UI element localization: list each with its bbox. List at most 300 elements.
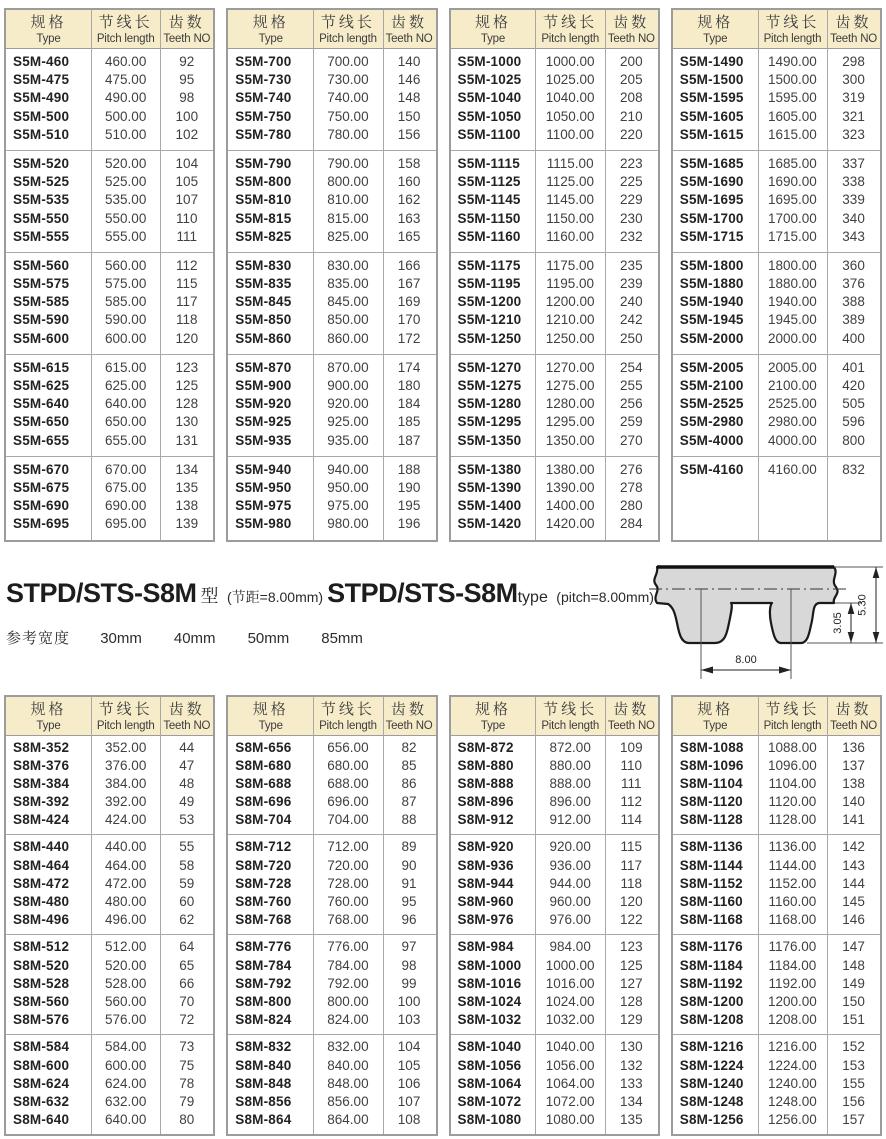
teeth-cell: 127 (620, 975, 643, 991)
pitch-length-cell: 880.00 (549, 757, 591, 773)
type-cell: S8M-784 (235, 957, 292, 973)
table-header (673, 697, 880, 736)
type-cell: S8M-656 (235, 739, 292, 755)
type-cell: S8M-912 (457, 812, 514, 828)
table-row (673, 838, 880, 856)
pitch-length-cell: 712.00 (327, 839, 369, 855)
row-group (228, 935, 435, 1035)
row-group (451, 151, 658, 253)
pitch-length-cell: 825.00 (327, 228, 369, 244)
pitch-length-cell: 4160.00 (768, 461, 817, 477)
type-cell: S8M-1024 (457, 993, 522, 1009)
arrow-down-icon (848, 632, 855, 643)
teeth-cell: 145 (842, 894, 865, 909)
type-cell: S5M-1380 (457, 461, 522, 477)
type-cell: S8M-848 (235, 1075, 292, 1091)
header-label-en: Teeth NO (607, 33, 655, 45)
pitch-length-cell: 550.00 (105, 210, 147, 226)
pitch-length-cell: 1115.00 (546, 155, 594, 171)
teeth-cell: 276 (620, 461, 643, 477)
type-cell: S5M-1800 (679, 257, 744, 273)
table-row (451, 1075, 658, 1093)
table-row (228, 275, 435, 293)
table-row (673, 377, 880, 395)
type-cell: S5M-555 (13, 228, 70, 244)
pitch-length-cell: 590.00 (105, 312, 147, 328)
teeth-cell: 319 (842, 90, 865, 106)
teeth-cell: 147 (842, 939, 865, 955)
table-row (673, 126, 880, 144)
pitch-length-cell: 2525.00 (768, 396, 817, 412)
table-row (451, 108, 658, 126)
header-cell (6, 700, 91, 733)
header-label-zh: 齿数 (168, 700, 205, 718)
pitch-length-cell: 824.00 (327, 1012, 369, 1028)
table-row (451, 938, 658, 956)
type-cell: S5M-1940 (679, 294, 744, 310)
pitch-length-cell: 1700.00 (768, 210, 817, 226)
teeth-cell: 99 (401, 975, 417, 991)
table-row (6, 275, 213, 293)
pitch-length-cell: 1400.00 (545, 498, 595, 514)
table-row (451, 838, 658, 856)
type-cell: S8M-832 (235, 1039, 292, 1055)
table-row (228, 975, 435, 993)
pitch-length-cell: 584.00 (105, 1039, 147, 1055)
table-row (6, 1057, 213, 1075)
teeth-cell: 172 (397, 330, 421, 346)
type-cell: S5M-510 (13, 126, 70, 142)
table-row (228, 893, 435, 911)
row-group (451, 355, 658, 457)
table-body (451, 49, 658, 540)
type-cell: S5M-1500 (679, 72, 744, 88)
pitch-length-cell: 690.00 (105, 498, 147, 514)
pitch-length-cell: 695.00 (105, 516, 147, 532)
type-cell: S5M-1615 (679, 126, 744, 142)
pitch-length-cell: 980.00 (327, 516, 369, 532)
teeth-cell: 148 (842, 957, 865, 973)
arrow-left-icon (701, 666, 713, 673)
teeth-cell: 230 (620, 210, 643, 226)
type-cell: S5M-535 (13, 192, 70, 208)
teeth-cell: 130 (620, 1039, 643, 1055)
header-label-zh: 节线长 (320, 14, 375, 31)
table-row (6, 1038, 213, 1056)
pitch-length-cell: 535.00 (105, 192, 147, 208)
type-cell: S5M-625 (13, 378, 70, 393)
pitch-length-cell: 512.00 (105, 939, 147, 955)
table-row (451, 275, 658, 293)
type-cell: S5M-575 (13, 276, 70, 292)
table-row (451, 461, 658, 479)
row-group (228, 736, 435, 836)
pitch-length-cell: 1195.00 (546, 276, 595, 292)
type-cell: S8M-936 (457, 857, 514, 873)
table-row (228, 228, 435, 246)
teeth-cell: 180 (397, 378, 421, 393)
teeth-cell: 139 (175, 516, 199, 532)
teeth-cell: 143 (842, 857, 865, 873)
pitch-length-cell: 720.00 (327, 857, 369, 873)
pitch-length-cell: 840.00 (327, 1057, 369, 1073)
teeth-cell: 155 (842, 1075, 865, 1091)
table-row (673, 1038, 880, 1056)
pitch-length-cell: 1120.00 (768, 794, 817, 810)
type-cell: S8M-464 (13, 857, 70, 873)
type-cell: S5M-640 (13, 396, 70, 412)
pitch-length-cell: 864.00 (327, 1112, 369, 1128)
type-cell: S5M-475 (13, 72, 70, 88)
type-cell: S5M-1200 (457, 294, 522, 310)
table-row (451, 875, 658, 893)
type-cell: S8M-1256 (679, 1112, 744, 1128)
pitch-length-cell: 1295.00 (545, 414, 595, 430)
table-row (673, 293, 880, 311)
header-label-en: Type (703, 719, 728, 732)
pitch-length-cell: 1208.00 (768, 1012, 817, 1028)
teeth-cell: 80 (179, 1112, 195, 1128)
header-cell (605, 13, 658, 46)
table-row (228, 757, 435, 775)
pitch-length-cell: 1248.00 (768, 1093, 817, 1109)
pitch-length-cell: 1025.00 (545, 72, 595, 88)
header-label-zh: 节线长 (543, 700, 598, 718)
row-group (451, 253, 658, 355)
header-cell (758, 700, 827, 733)
table-row (6, 191, 213, 209)
column-divider (605, 697, 606, 1135)
table-row (451, 793, 658, 811)
header-cell (313, 700, 382, 733)
teeth-cell: 232 (620, 228, 643, 244)
row-group (673, 935, 880, 1035)
teeth-cell: 96 (401, 912, 417, 928)
pitch-length-cell: 1175.00 (546, 257, 595, 273)
teeth-cell: 163 (397, 210, 421, 226)
table-header (228, 10, 435, 49)
pitch-length-cell: 640.00 (105, 396, 147, 412)
teeth-cell: 73 (179, 1039, 195, 1055)
teeth-cell: 400 (842, 330, 865, 346)
teeth-cell: 138 (842, 775, 865, 791)
header-label-en: Pitch length (763, 719, 822, 732)
pitch-length-cell: 1200.00 (545, 294, 595, 310)
type-cell: S8M-768 (235, 912, 292, 928)
type-cell: S5M-1270 (457, 359, 522, 375)
type-cell: S5M-500 (13, 108, 70, 124)
header-cell (605, 700, 658, 733)
type-cell: S8M-776 (235, 939, 292, 955)
type-cell: S5M-1605 (679, 108, 744, 124)
column-divider (758, 697, 759, 1135)
series-type-zh: 型 (200, 585, 219, 606)
type-cell: S8M-728 (235, 875, 292, 891)
teeth-cell: 59 (179, 875, 195, 891)
header-label-en: Type (480, 33, 506, 45)
table-row (228, 461, 435, 479)
teeth-cell: 338 (842, 174, 865, 190)
type-cell: S5M-2000 (679, 330, 744, 346)
table-row (673, 311, 880, 329)
teeth-cell: 65 (179, 957, 195, 973)
teeth-cell: 195 (397, 498, 421, 514)
teeth-cell: 79 (179, 1093, 195, 1109)
pitch-length-cell: 1000.00 (545, 957, 595, 973)
header-label-zh: 规格 (30, 14, 67, 31)
pitch-length-cell: 760.00 (327, 894, 369, 909)
type-cell: S8M-1168 (679, 912, 743, 928)
pitch-length-cell: 1615.00 (768, 126, 817, 142)
column-divider (383, 10, 384, 540)
table-row (6, 893, 213, 911)
teeth-cell: 106 (397, 1075, 421, 1091)
header-label-zh: 节线长 (765, 14, 820, 31)
pitch-length-cell: 496.00 (105, 912, 147, 928)
pitch-length-cell: 585.00 (105, 294, 147, 310)
table-row (673, 395, 880, 413)
type-cell: S8M-1000 (457, 957, 522, 973)
type-cell: S8M-520 (13, 957, 70, 973)
table-row (451, 126, 658, 144)
type-cell: S8M-872 (457, 739, 514, 755)
pitch-length-cell: 1100.00 (546, 126, 595, 142)
type-cell: S5M-1400 (457, 498, 522, 514)
pitch-length-cell: 688.00 (327, 775, 369, 791)
table-row (451, 311, 658, 329)
pitch-length-cell: 1350.00 (545, 432, 595, 448)
header-label-en: Type (258, 33, 283, 45)
teeth-cell: 134 (175, 461, 199, 477)
pitch-length-cell: 1150.00 (546, 210, 595, 226)
table-body (673, 49, 880, 540)
pitch-length-cell: 1192.00 (768, 975, 817, 991)
type-cell: S5M-600 (13, 330, 70, 346)
type-cell: S8M-1224 (679, 1057, 744, 1073)
pitch-length-cell: 810.00 (327, 192, 369, 208)
row-group (673, 151, 880, 253)
type-cell: S8M-1072 (457, 1093, 522, 1109)
type-cell: S5M-870 (235, 359, 292, 375)
type-cell: S5M-2980 (679, 414, 744, 430)
teeth-cell: 118 (620, 875, 643, 891)
table-header (451, 10, 658, 49)
type-cell: S8M-896 (457, 794, 514, 810)
pitch-length-cell: 632.00 (105, 1093, 147, 1109)
column-divider (827, 697, 828, 1135)
header-cell (383, 700, 436, 733)
pitch-length-cell: 920.00 (327, 396, 369, 412)
header-cell (383, 13, 436, 46)
table-row (673, 359, 880, 377)
teeth-cell: 95 (401, 894, 417, 909)
teeth-cell: 162 (397, 192, 421, 208)
header-cell (160, 13, 213, 46)
table-row (673, 857, 880, 875)
spec-table (449, 695, 660, 1137)
type-cell: S5M-4000 (679, 432, 744, 448)
teeth-cell: 205 (620, 72, 643, 88)
header-cell (535, 700, 604, 733)
column-divider (605, 10, 606, 540)
header-cell (160, 700, 213, 733)
pitch-length-cell: 845.00 (327, 294, 369, 310)
type-cell: S8M-1136 (679, 839, 743, 855)
teeth-cell: 62 (179, 912, 195, 928)
type-cell: S5M-1700 (679, 210, 744, 226)
pitch-length-cell: 1080.00 (545, 1112, 595, 1128)
pitch-length-cell: 1420.00 (545, 516, 595, 532)
type-cell: S5M-1295 (457, 414, 522, 430)
teeth-cell: 146 (842, 912, 865, 928)
table-row (451, 515, 658, 533)
spec-table (226, 8, 437, 542)
table-row (451, 173, 658, 191)
header-label-zh: 规格 (697, 14, 734, 31)
teeth-cell: 420 (842, 378, 865, 393)
pitch-length-cell: 424.00 (105, 812, 147, 828)
table-row (673, 330, 880, 348)
teeth-cell: 239 (620, 276, 643, 292)
row-group (673, 457, 880, 485)
table-header (6, 697, 213, 736)
teeth-cell: 115 (620, 839, 643, 855)
teeth-cell: 100 (175, 108, 199, 124)
type-cell: S8M-920 (457, 839, 514, 855)
table-row (451, 497, 658, 515)
teeth-cell: 337 (842, 155, 865, 171)
teeth-cell: 505 (842, 396, 865, 412)
type-cell: S8M-512 (13, 939, 70, 955)
type-cell: S5M-900 (235, 378, 292, 393)
table-row (228, 515, 435, 533)
table-row (228, 359, 435, 377)
pitch-length-cell: 1168.00 (768, 912, 817, 928)
pitch-length-cell: 655.00 (105, 432, 147, 448)
pitch-length-cell: 976.00 (549, 912, 591, 928)
table-row (6, 497, 213, 515)
table-row (673, 108, 880, 126)
table-row (673, 173, 880, 191)
table-row (673, 993, 880, 1011)
table-row (673, 257, 880, 275)
pitch-length-cell: 728.00 (327, 875, 369, 891)
teeth-cell: 44 (179, 739, 195, 755)
teeth-cell: 340 (842, 210, 865, 226)
type-cell: S8M-712 (235, 839, 292, 855)
pitch-length-cell: 936.00 (549, 857, 591, 873)
table-row (451, 757, 658, 775)
table-row (451, 71, 658, 89)
pitch-length-cell: 912.00 (549, 812, 591, 828)
table-row (451, 330, 658, 348)
table-row (451, 359, 658, 377)
pitch-length-cell: 624.00 (105, 1075, 147, 1091)
type-cell: S5M-650 (13, 414, 70, 430)
pitch-length-cell: 1056.00 (545, 1057, 595, 1073)
header-label-zh: 规格 (252, 700, 289, 718)
type-cell: S8M-1056 (457, 1057, 522, 1073)
type-cell: S5M-1715 (679, 228, 744, 244)
header-cell (228, 13, 313, 46)
pitch-length-cell: 730.00 (327, 72, 369, 88)
type-cell: S5M-1880 (679, 276, 744, 292)
pitch-length-cell: 1685.00 (768, 155, 817, 171)
header-cell (758, 13, 827, 46)
table-row (228, 957, 435, 975)
teeth-cell: 152 (842, 1039, 865, 1055)
teeth-cell: 153 (842, 1057, 865, 1073)
table-row (6, 515, 213, 533)
row-group (6, 355, 213, 457)
header-label-en: Teeth NO (830, 33, 878, 45)
type-cell: S5M-1275 (457, 378, 522, 393)
header-label-en: Teeth NO (385, 33, 433, 45)
type-cell: S5M-1945 (679, 312, 744, 328)
spec-table (4, 8, 215, 542)
pitch-length-cell: 392.00 (105, 794, 147, 810)
pitch-length-cell: 500.00 (105, 108, 147, 124)
teeth-cell: 109 (620, 739, 643, 755)
type-cell: S5M-1595 (679, 90, 744, 106)
reference-width-label: 参考宽度 (6, 629, 71, 647)
table-row (451, 293, 658, 311)
pitch-length-cell: 600.00 (105, 330, 147, 346)
pitch-length-cell: 1490.00 (768, 54, 817, 69)
row-group (451, 935, 658, 1035)
spec-table (226, 695, 437, 1137)
table-row (6, 155, 213, 173)
table-row (451, 811, 658, 829)
teeth-cell: 92 (179, 54, 195, 69)
table-row (451, 957, 658, 975)
row-group (228, 253, 435, 355)
pitch-length-cell: 1200.00 (768, 993, 817, 1009)
teeth-cell: 156 (397, 126, 421, 142)
table-row (673, 228, 880, 246)
teeth-cell: 90 (401, 857, 417, 873)
pitch-length-cell: 528.00 (105, 975, 147, 991)
pitch-length-cell: 525.00 (105, 174, 147, 190)
header-label-en: Teeth NO (607, 719, 655, 732)
table-row (228, 155, 435, 173)
teeth-cell: 110 (620, 757, 643, 773)
type-cell: S8M-760 (235, 894, 292, 909)
type-cell: S8M-440 (13, 839, 70, 855)
pitch-length-cell: 650.00 (105, 414, 147, 430)
type-cell: S5M-700 (235, 54, 292, 69)
teeth-cell: 89 (401, 839, 417, 855)
type-cell: S5M-1350 (457, 432, 522, 448)
table-row (451, 53, 658, 71)
table-row (451, 1111, 658, 1129)
type-cell: S8M-1152 (679, 875, 743, 891)
table-row (228, 1075, 435, 1093)
teeth-cell: 223 (620, 155, 643, 171)
table-row (673, 775, 880, 793)
type-cell: S8M-480 (13, 894, 70, 909)
table-row (451, 395, 658, 413)
header-label-en: Type (36, 719, 61, 732)
column-divider (91, 10, 92, 540)
teeth-cell: 120 (175, 330, 199, 346)
type-cell: S5M-740 (235, 90, 292, 106)
teeth-cell: 323 (842, 126, 865, 142)
header-label-zh: 齿数 (391, 700, 428, 718)
column-divider (535, 697, 536, 1135)
pitch-length-cell: 560.00 (105, 257, 147, 273)
pitch-note-zh: (节距=8.00mm) (226, 588, 324, 605)
